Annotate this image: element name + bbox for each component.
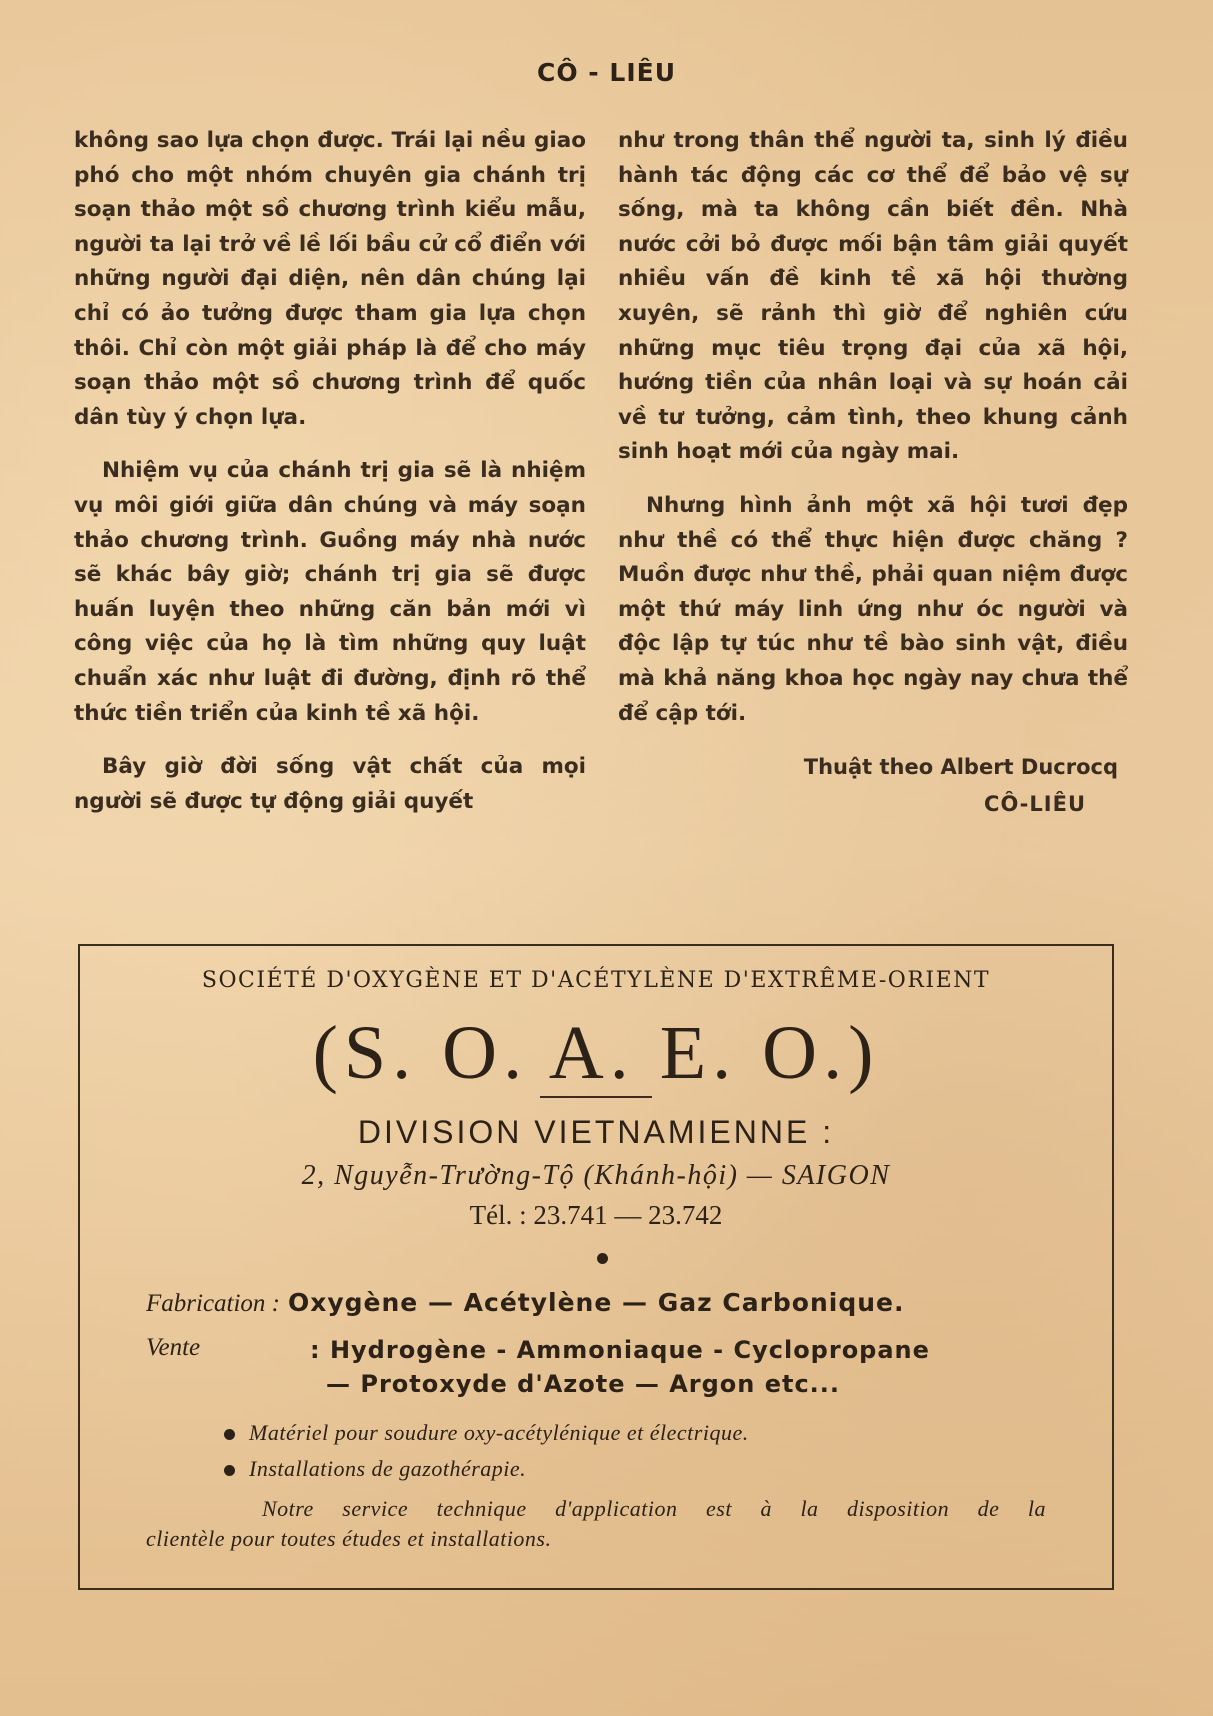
ad-address: 2, Nguyễn-Trường-Tộ (Khánh-hội) — SAIGON (301, 1160, 891, 1191)
bullet-dot-icon (224, 1465, 235, 1476)
article-signature: CÔ-LIÊU (984, 791, 1086, 816)
ad-divider (540, 1096, 652, 1098)
advertisement-box (78, 944, 1114, 1590)
page-header-title: CÔ - LIÊU (537, 58, 676, 87)
ad-company-name: SOCIÉTÉ D'OXYGÈNE ET D'ACÉTYLÈNE D'EXTRÊME-ORIENT (201, 968, 991, 993)
ad-vente-label: Vente (146, 1334, 201, 1361)
paragraph: Nhiệm vụ của chánh trị gia sẽ là nhiệm vụ môi giới giữa dân chúng và máy soạn thảo chương trình. Guồng máy nhà nước sẽ khác bây giờ; chánh trị gia sẽ được huấn luyện theo những căn bản mới vì công việc của họ là tìm những quy luật chuẩn xác như luật đi đường, định rõ thể thức tiền triển của kinh tề xã hội. (74, 458, 586, 726)
ad-fabrication-row (146, 1288, 905, 1318)
ad-vente-value (310, 1333, 930, 1401)
ad-bullet-item (224, 1420, 749, 1446)
ad-acronym: (S. O. A. E. O.) (312, 1011, 880, 1095)
paragraph: Bây giờ đời sống vật chất của mọi người sẽ được tự động giải quyết (74, 754, 586, 814)
article-left-column (74, 124, 586, 838)
ad-telephone: Tél. : 23.741 — 23.742 (469, 1200, 723, 1230)
ad-notice (146, 1494, 1046, 1554)
ad-notice-line: clientèle pour toutes études et installations. (146, 1526, 552, 1551)
ad-vente-line: — Protoxyde d'Azote — Argon etc... (326, 1370, 841, 1398)
ad-vente-line: : Hydrogène - Ammoniaque - Cyclopropane (310, 1336, 930, 1364)
ad-division: DIVISION VIETNAMIENNE : (357, 1114, 835, 1150)
ad-bullet-text: Matériel pour soudure oxy-acétylénique et électrique. (249, 1420, 749, 1445)
bullet-dot-icon (597, 1253, 608, 1264)
ad-bullet-item (224, 1456, 526, 1482)
ad-bullet-text: Installations de gazothérapie. (249, 1456, 527, 1481)
article-credit: Thuật theo Albert Ducrocq (803, 755, 1118, 780)
ad-fabrication-label: Fabrication : (146, 1290, 281, 1317)
bullet-dot-icon (224, 1429, 235, 1440)
ad-fabrication-value: Oxygène — Acétylène — Gaz Carbonique. (287, 1288, 905, 1317)
article-right-column (618, 124, 1128, 821)
paragraph: như trong thân thể người ta, sinh lý điều hành tác động các cơ thể để bảo vệ sự sống, mà ta không cần biết đền. Nhà nước cởi bỏ được mối bận tâm giải quyết nhiều vấn đề kinh tề xã hội thường xuyên, sẽ rảnh thì giờ để nghiên cứu những mục tiêu trọng đại của xã hội, hướng tiền của nhân loại và sự hoán cải về tư tưởng, cảm tình, theo khung cảnh sinh hoạt mới của ngày mai. (618, 128, 1128, 465)
paragraph: không sao lựa chọn được. Trái lại nều giao phó cho một nhóm chuyên gia chánh trị soạn thảo một sồ chương trình kiểu mẫu, người ta lại trở về lề lối bầu cử cổ điển với những người đại diện, nên dân chúng lại chỉ có ảo tưởng được tham gia lựa chọn thôi. Chỉ còn một giải pháp là để cho máy soạn thảo một sồ chương trình để quốc dân tùy ý chọn lựa. (74, 128, 586, 430)
ad-notice-line: Notre service technique d'application est à la disposition de la (262, 1496, 1046, 1521)
paragraph: Nhưng hình ảnh một xã hội tươi đẹp như thề có thể thực hiện được chăng ? Muồn được như thề, phải quan niệm được một thứ máy linh ứng như óc người và độc lập tự túc như tề bào sinh vật, điều mà khả năng khoa học ngày nay chưa thể để cập tới. (618, 492, 1128, 726)
